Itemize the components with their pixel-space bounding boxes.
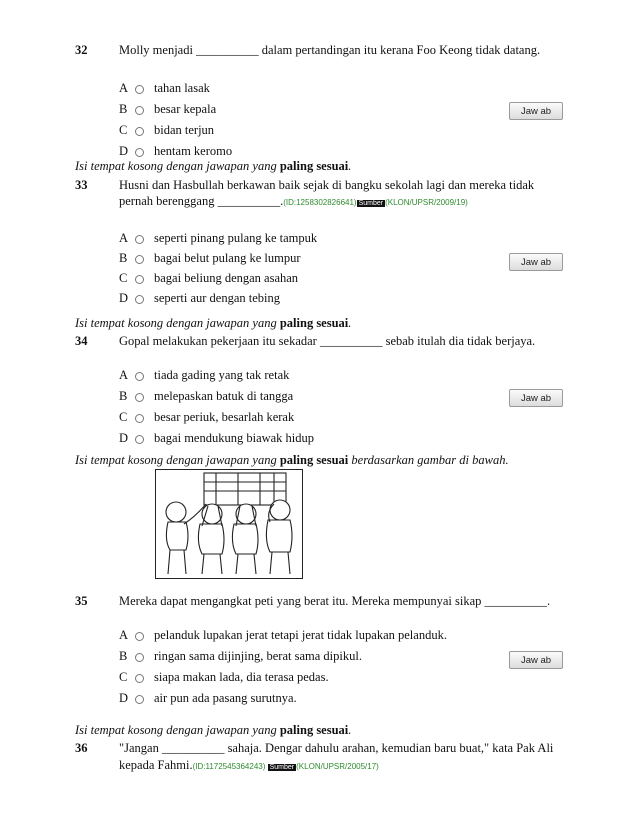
question-number: 34 [75, 334, 88, 348]
radio-button[interactable] [135, 435, 144, 444]
radio-button[interactable] [135, 127, 144, 136]
option-text: tahan lasak [154, 81, 210, 95]
option-letter: D [119, 144, 129, 158]
option-text: hentam keromo [154, 144, 233, 158]
question-text: Mereka dapat mengangkat peti yang berat itu. Mereka mempunyai sikap __________. [119, 594, 551, 608]
radio-button[interactable] [135, 653, 144, 662]
source-reference: (ID:1258302826641) Sumber (KLON/UPSR/2009/19) [283, 198, 468, 207]
question-number: 32 [75, 43, 88, 57]
option-text: seperti aur dengan tebing [154, 291, 280, 305]
option-letter: A [119, 628, 129, 642]
radio-button[interactable] [135, 106, 144, 115]
instruction: Isi tempat kosong dengan jawapan yang paling sesuai. [75, 316, 352, 330]
option-letter: C [119, 410, 128, 424]
option-text: siapa makan lada, dia terasa pedas. [154, 670, 329, 684]
question-number: 33 [75, 178, 88, 192]
option-text: bagai belut pulang ke lumpur [154, 251, 301, 265]
radio-button[interactable] [135, 148, 144, 157]
illustration-children-carrying-box [155, 469, 303, 579]
option-text: seperti pinang pulang ke tampuk [154, 231, 318, 245]
radio-button[interactable] [135, 85, 144, 94]
radio-button[interactable] [135, 235, 144, 244]
question-number: 36 [75, 741, 88, 755]
option-text: air pun ada pasang surutnya. [154, 691, 297, 705]
option-text: melepaskan batuk di tangga [154, 389, 294, 403]
question-text: "Jangan __________ sahaja. Dengar dahulu arahan, kemudian baru buat," kata Pak Ali [119, 741, 554, 755]
answer-button[interactable]: Jaw ab [509, 651, 563, 669]
option-letter: D [119, 431, 129, 445]
question-text: Molly menjadi __________ dalam pertandingan itu kerana Foo Keong tidak datang. [119, 43, 541, 57]
answer-button[interactable]: Jaw ab [509, 102, 563, 120]
question-text: Gopal melakukan pekerjaan itu sekadar __________ sebab itulah dia tidak berjaya. [119, 334, 536, 348]
option-text: bagai beliung dengan asahan [154, 271, 299, 285]
answer-button[interactable]: Jaw ab [509, 389, 563, 407]
source-reference: (ID:1172545364243) Sumber (KLON/UPSR/2005/17) [192, 762, 379, 771]
option-text: pelanduk lupakan jerat tetapi jerat tidak lupakan pelanduk. [154, 628, 447, 642]
question-text-line2: kepada Fahmi.(ID:1172545364243) Sumber (KLON/UPSR/2005/17) [119, 758, 379, 772]
option-letter: B [119, 251, 128, 265]
option-letter: C [119, 123, 128, 137]
option-letter: C [119, 271, 128, 285]
question-number: 35 [75, 594, 88, 608]
option-letter: A [119, 368, 129, 382]
option-letter: C [119, 670, 128, 684]
question-text: Husni dan Hasbullah berkawan baik sejak di bangku sekolah lagi dan mereka tidak [119, 178, 535, 192]
instruction: Isi tempat kosong dengan jawapan yang paling sesuai. [75, 723, 352, 737]
option-letter: B [119, 389, 128, 403]
question-text-line2: pernah berenggang __________.(ID:1258302826641) Sumber (KLON/UPSR/2009/19) [119, 194, 468, 208]
radio-button[interactable] [135, 295, 144, 304]
option-letter: A [119, 81, 129, 95]
option-letter: B [119, 649, 128, 663]
radio-button[interactable] [135, 255, 144, 264]
radio-button[interactable] [135, 393, 144, 402]
option-letter: B [119, 102, 128, 116]
option-text: bagai mendukung biawak hidup [154, 431, 315, 445]
option-letter: D [119, 691, 129, 705]
radio-button[interactable] [135, 414, 144, 423]
radio-button[interactable] [135, 674, 144, 683]
answer-button[interactable]: Jaw ab [509, 253, 563, 271]
instruction: Isi tempat kosong dengan jawapan yang paling sesuai berdasarkan gambar di bawah. [75, 453, 509, 467]
option-text: besar periuk, besarlah kerak [154, 410, 295, 424]
option-letter: D [119, 291, 129, 305]
option-text: besar kepala [154, 102, 217, 116]
option-letter: A [119, 231, 129, 245]
radio-button[interactable] [135, 275, 144, 284]
option-text: bidan terjun [154, 123, 215, 137]
illustration-drawing [156, 470, 302, 578]
radio-button[interactable] [135, 372, 144, 381]
radio-button[interactable] [135, 632, 144, 641]
option-text: tiada gading yang tak retak [154, 368, 290, 382]
instruction: Isi tempat kosong dengan jawapan yang paling sesuai. [75, 159, 352, 173]
option-text: ringan sama dijinjing, berat sama dipikul. [154, 649, 362, 663]
radio-button[interactable] [135, 695, 144, 704]
